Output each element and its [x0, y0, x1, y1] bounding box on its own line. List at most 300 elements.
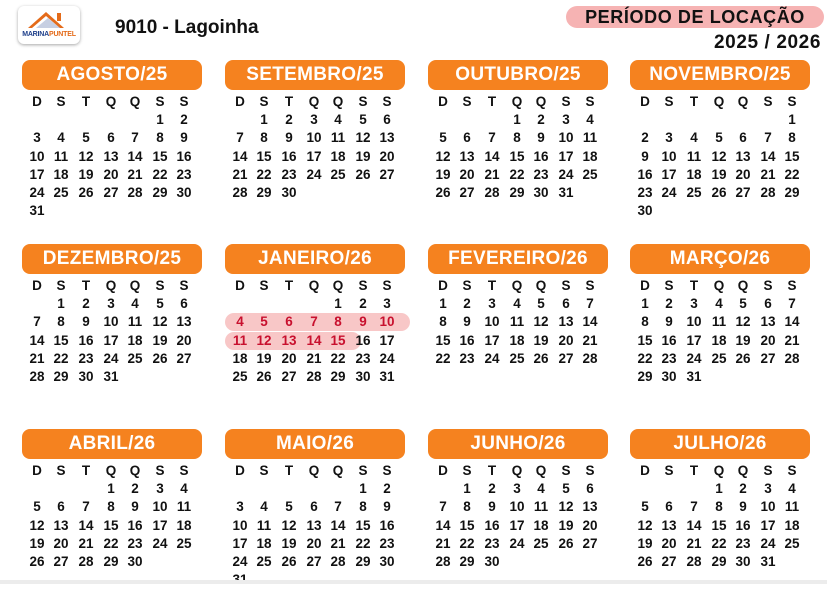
day-cell[interactable]: 26: [435, 185, 451, 200]
day-cell[interactable]: 15: [637, 332, 653, 348]
day-cell[interactable]: 7: [82, 499, 90, 515]
day-cell[interactable]: 30: [637, 203, 653, 219]
day-cell[interactable]: 30: [661, 369, 677, 384]
day-cell[interactable]: 5: [156, 296, 164, 312]
day-cell[interactable]: 8: [260, 130, 268, 146]
day-cell[interactable]: 6: [310, 499, 318, 515]
day-cell[interactable]: 18: [711, 332, 727, 348]
day-cell[interactable]: 7: [236, 130, 244, 146]
day-cell[interactable]: 22: [53, 350, 69, 366]
day-cell[interactable]: 29: [459, 554, 475, 569]
day-cell[interactable]: 2: [739, 481, 747, 497]
day-cell[interactable]: 2: [665, 296, 673, 312]
day-cell[interactable]: 5: [33, 499, 41, 515]
day-cell[interactable]: 21: [127, 166, 143, 182]
day-cell[interactable]: 16: [78, 332, 94, 348]
day-cell[interactable]: 17: [558, 148, 574, 164]
day-cell[interactable]: 27: [53, 554, 69, 569]
day-cell[interactable]: 9: [488, 499, 496, 515]
day-cell[interactable]: 17: [509, 517, 525, 533]
day-cell[interactable]: 6: [562, 296, 570, 312]
day-cell[interactable]: 1: [439, 296, 447, 312]
day-cell[interactable]: 15: [711, 517, 727, 533]
day-cell[interactable]: 30: [127, 554, 143, 569]
day-cell[interactable]: 24: [29, 185, 45, 200]
day-cell[interactable]: 3: [764, 481, 772, 497]
day-cell[interactable]: 21: [29, 350, 45, 366]
day-cell[interactable]: 25: [533, 535, 549, 551]
day-cell[interactable]: 3: [107, 296, 115, 312]
day-cell[interactable]: 8: [513, 130, 521, 146]
day-cell[interactable]: 4: [131, 296, 139, 312]
day-cell[interactable]: 22: [355, 535, 371, 551]
day-cell[interactable]: 25: [784, 535, 800, 551]
day-cell[interactable]: 26: [637, 554, 653, 569]
day-cell[interactable]: 19: [256, 350, 272, 366]
day-cell[interactable]: 19: [711, 166, 727, 182]
day-cell[interactable]: 28: [127, 185, 143, 200]
day-cell[interactable]: 23: [484, 535, 500, 551]
day-cell[interactable]: 3: [690, 296, 698, 312]
day-cell[interactable]: 11: [784, 499, 800, 515]
day-cell[interactable]: 19: [281, 535, 297, 551]
day-cell[interactable]: 9: [463, 314, 471, 330]
day-cell[interactable]: 24: [103, 350, 119, 366]
day-cell[interactable]: 25: [509, 350, 525, 366]
day-cell[interactable]: 20: [459, 166, 475, 182]
day-cell[interactable]: 14: [760, 148, 776, 164]
day-cell[interactable]: 6: [463, 130, 471, 146]
day-cell[interactable]: 18: [533, 517, 549, 533]
day-cell[interactable]: 21: [78, 535, 94, 551]
day-cell[interactable]: 1: [641, 296, 649, 312]
day-cell[interactable]: 4: [334, 112, 342, 128]
day-cell[interactable]: 31: [29, 203, 45, 219]
day-cell[interactable]: 9: [641, 148, 649, 164]
day-cell[interactable]: 13: [176, 314, 192, 330]
day-cell[interactable]: 19: [355, 148, 371, 164]
day-cell-selected[interactable]: 10: [379, 314, 395, 330]
day-cell[interactable]: 14: [484, 148, 500, 164]
day-cell[interactable]: 13: [735, 148, 751, 164]
day-cell[interactable]: 16: [637, 166, 653, 182]
day-cell-selected[interactable]: 9: [359, 314, 367, 330]
day-cell[interactable]: 17: [484, 332, 500, 348]
day-cell[interactable]: 14: [29, 332, 45, 348]
day-cell[interactable]: 12: [558, 499, 574, 515]
day-cell[interactable]: 21: [435, 535, 451, 551]
day-cell[interactable]: 29: [711, 554, 727, 569]
day-cell[interactable]: 6: [764, 296, 772, 312]
day-cell[interactable]: 28: [78, 554, 94, 569]
day-cell[interactable]: 21: [232, 166, 248, 182]
day-cell[interactable]: 17: [306, 148, 322, 164]
day-cell[interactable]: 18: [686, 166, 702, 182]
day-cell[interactable]: 11: [330, 130, 346, 146]
day-cell[interactable]: 16: [127, 517, 143, 533]
day-cell[interactable]: 17: [760, 517, 776, 533]
day-cell[interactable]: 3: [156, 481, 164, 497]
day-cell[interactable]: 28: [435, 554, 451, 569]
day-cell[interactable]: 18: [582, 148, 598, 164]
day-cell[interactable]: 27: [176, 350, 192, 366]
day-cell[interactable]: 14: [582, 314, 598, 330]
day-cell[interactable]: 15: [784, 148, 800, 164]
day-cell[interactable]: 20: [53, 535, 69, 551]
day-cell[interactable]: 2: [285, 112, 293, 128]
day-cell[interactable]: 16: [355, 332, 371, 348]
day-cell[interactable]: 28: [232, 185, 248, 200]
day-cell[interactable]: 15: [53, 332, 69, 348]
day-cell[interactable]: 11: [711, 314, 727, 330]
day-cell[interactable]: 30: [735, 554, 751, 569]
day-cell[interactable]: 14: [78, 517, 94, 533]
day-cell[interactable]: 12: [78, 148, 94, 164]
day-cell[interactable]: 6: [180, 296, 188, 312]
day-cell[interactable]: 24: [306, 166, 322, 182]
day-cell[interactable]: 22: [459, 535, 475, 551]
day-cell[interactable]: 4: [690, 130, 698, 146]
day-cell[interactable]: 16: [484, 517, 500, 533]
day-cell[interactable]: 6: [665, 499, 673, 515]
day-cell[interactable]: 14: [232, 148, 248, 164]
day-cell[interactable]: 19: [29, 535, 45, 551]
day-cell[interactable]: 13: [661, 517, 677, 533]
day-cell[interactable]: 18: [53, 166, 69, 182]
day-cell[interactable]: 27: [735, 185, 751, 200]
day-cell[interactable]: 1: [57, 296, 65, 312]
day-cell[interactable]: 27: [582, 535, 598, 551]
day-cell[interactable]: 21: [484, 166, 500, 182]
day-cell[interactable]: 24: [686, 350, 702, 366]
day-cell[interactable]: 31: [686, 369, 702, 384]
day-cell[interactable]: 25: [232, 369, 248, 384]
day-cell[interactable]: 2: [131, 481, 139, 497]
day-cell[interactable]: 28: [306, 369, 322, 384]
day-cell[interactable]: 23: [176, 166, 192, 182]
day-cell[interactable]: 24: [760, 535, 776, 551]
day-cell[interactable]: 14: [435, 517, 451, 533]
day-cell[interactable]: 5: [537, 296, 545, 312]
day-cell[interactable]: 9: [82, 314, 90, 330]
day-cell[interactable]: 11: [582, 130, 598, 146]
day-cell[interactable]: 15: [152, 148, 168, 164]
day-cell[interactable]: 11: [53, 148, 69, 164]
day-cell[interactable]: 7: [439, 499, 447, 515]
day-cell[interactable]: 26: [355, 166, 371, 182]
day-cell[interactable]: 27: [459, 185, 475, 200]
day-cell[interactable]: 22: [330, 350, 346, 366]
day-cell[interactable]: 17: [379, 332, 395, 348]
day-cell[interactable]: 15: [355, 517, 371, 533]
day-cell[interactable]: 3: [33, 130, 41, 146]
day-cell[interactable]: 18: [176, 517, 192, 533]
day-cell[interactable]: 16: [176, 148, 192, 164]
day-cell[interactable]: 8: [641, 314, 649, 330]
day-cell[interactable]: 1: [359, 481, 367, 497]
day-cell[interactable]: 18: [784, 517, 800, 533]
day-cell[interactable]: 23: [637, 185, 653, 200]
day-cell-selected[interactable]: 14: [306, 332, 322, 348]
day-cell[interactable]: 24: [558, 166, 574, 182]
day-cell[interactable]: 30: [355, 369, 371, 384]
day-cell[interactable]: 28: [760, 185, 776, 200]
day-cell[interactable]: 21: [582, 332, 598, 348]
day-cell[interactable]: 13: [53, 517, 69, 533]
day-cell[interactable]: 8: [463, 499, 471, 515]
day-cell[interactable]: 20: [582, 517, 598, 533]
day-cell[interactable]: 13: [103, 148, 119, 164]
day-cell[interactable]: 2: [641, 130, 649, 146]
day-cell[interactable]: 13: [558, 314, 574, 330]
day-cell[interactable]: 8: [57, 314, 65, 330]
day-cell[interactable]: 20: [176, 332, 192, 348]
day-cell[interactable]: 20: [735, 166, 751, 182]
day-cell[interactable]: 11: [533, 499, 549, 515]
day-cell[interactable]: 10: [509, 499, 525, 515]
day-cell[interactable]: 29: [152, 185, 168, 200]
day-cell[interactable]: 18: [330, 148, 346, 164]
day-cell[interactable]: 24: [152, 535, 168, 551]
day-cell[interactable]: 1: [513, 112, 521, 128]
day-cell[interactable]: 28: [582, 350, 598, 366]
day-cell[interactable]: 16: [459, 332, 475, 348]
day-cell[interactable]: 20: [661, 535, 677, 551]
day-cell[interactable]: 10: [152, 499, 168, 515]
day-cell[interactable]: 17: [686, 332, 702, 348]
day-cell[interactable]: 3: [665, 130, 673, 146]
day-cell[interactable]: 7: [33, 314, 41, 330]
day-cell[interactable]: 13: [459, 148, 475, 164]
day-cell[interactable]: 25: [330, 166, 346, 182]
day-cell[interactable]: 15: [435, 332, 451, 348]
day-cell[interactable]: 19: [735, 332, 751, 348]
day-cell[interactable]: 10: [661, 148, 677, 164]
day-cell[interactable]: 4: [260, 499, 268, 515]
day-cell[interactable]: 9: [285, 130, 293, 146]
day-cell[interactable]: 10: [29, 148, 45, 164]
day-cell[interactable]: 26: [78, 185, 94, 200]
day-cell[interactable]: 16: [661, 332, 677, 348]
day-cell[interactable]: 26: [558, 535, 574, 551]
day-cell[interactable]: 5: [359, 112, 367, 128]
day-cell[interactable]: 18: [509, 332, 525, 348]
day-cell[interactable]: 7: [334, 499, 342, 515]
day-cell[interactable]: 30: [484, 554, 500, 569]
day-cell[interactable]: 6: [586, 481, 594, 497]
day-cell-selected[interactable]: 12: [256, 332, 272, 348]
day-cell[interactable]: 25: [711, 350, 727, 366]
day-cell[interactable]: 31: [760, 554, 776, 569]
day-cell[interactable]: 25: [176, 535, 192, 551]
day-cell[interactable]: 29: [355, 554, 371, 569]
day-cell[interactable]: 1: [463, 481, 471, 497]
day-cell[interactable]: 27: [379, 166, 395, 182]
day-cell[interactable]: 3: [310, 112, 318, 128]
day-cell[interactable]: 31: [103, 369, 119, 384]
day-cell[interactable]: 18: [127, 332, 143, 348]
day-cell[interactable]: 12: [637, 517, 653, 533]
day-cell[interactable]: 19: [637, 535, 653, 551]
day-cell[interactable]: 29: [509, 185, 525, 200]
day-cell[interactable]: 29: [330, 369, 346, 384]
day-cell-selected[interactable]: 4: [236, 314, 244, 330]
day-cell[interactable]: 18: [232, 350, 248, 366]
day-cell[interactable]: 13: [760, 314, 776, 330]
day-cell[interactable]: 20: [760, 332, 776, 348]
day-cell[interactable]: 8: [156, 130, 164, 146]
day-cell[interactable]: 24: [232, 554, 248, 569]
day-cell[interactable]: 29: [784, 185, 800, 200]
day-cell[interactable]: 7: [690, 499, 698, 515]
day-cell[interactable]: 2: [488, 481, 496, 497]
day-cell[interactable]: 25: [582, 166, 598, 182]
day-cell[interactable]: 7: [586, 296, 594, 312]
day-cell[interactable]: 11: [686, 148, 702, 164]
day-cell[interactable]: 17: [29, 166, 45, 182]
day-cell[interactable]: 12: [533, 314, 549, 330]
day-cell[interactable]: 3: [236, 499, 244, 515]
day-cell[interactable]: 2: [180, 112, 188, 128]
day-cell[interactable]: 13: [379, 130, 395, 146]
day-cell[interactable]: 22: [103, 535, 119, 551]
day-cell[interactable]: 26: [281, 554, 297, 569]
day-cell[interactable]: 24: [484, 350, 500, 366]
day-cell[interactable]: 30: [379, 554, 395, 569]
day-cell[interactable]: 31: [379, 369, 395, 384]
day-cell[interactable]: 6: [739, 130, 747, 146]
day-cell[interactable]: 15: [459, 517, 475, 533]
day-cell[interactable]: 4: [715, 296, 723, 312]
day-cell[interactable]: 9: [383, 499, 391, 515]
day-cell[interactable]: 4: [180, 481, 188, 497]
day-cell[interactable]: 1: [260, 112, 268, 128]
day-cell[interactable]: 20: [281, 350, 297, 366]
day-cell-selected[interactable]: 7: [310, 314, 318, 330]
day-cell[interactable]: 23: [355, 350, 371, 366]
day-cell[interactable]: 1: [715, 481, 723, 497]
day-cell[interactable]: 9: [739, 499, 747, 515]
day-cell[interactable]: 16: [281, 148, 297, 164]
day-cell[interactable]: 17: [661, 166, 677, 182]
day-cell[interactable]: 25: [53, 185, 69, 200]
day-cell[interactable]: 6: [107, 130, 115, 146]
day-cell[interactable]: 16: [735, 517, 751, 533]
day-cell[interactable]: 9: [537, 130, 545, 146]
day-cell[interactable]: 10: [232, 517, 248, 533]
day-cell[interactable]: 4: [513, 296, 521, 312]
day-cell[interactable]: 28: [330, 554, 346, 569]
day-cell[interactable]: 19: [78, 166, 94, 182]
day-cell[interactable]: 27: [661, 554, 677, 569]
day-cell[interactable]: 14: [784, 314, 800, 330]
day-cell[interactable]: 23: [735, 535, 751, 551]
day-cell[interactable]: 12: [735, 314, 751, 330]
day-cell[interactable]: 3: [562, 112, 570, 128]
day-cell[interactable]: 11: [127, 314, 143, 330]
day-cell[interactable]: 26: [533, 350, 549, 366]
day-cell[interactable]: 2: [463, 296, 471, 312]
day-cell[interactable]: 23: [459, 350, 475, 366]
day-cell[interactable]: 28: [784, 350, 800, 366]
day-cell-selected[interactable]: 13: [281, 332, 297, 348]
day-cell[interactable]: 8: [439, 314, 447, 330]
day-cell[interactable]: 19: [558, 517, 574, 533]
day-cell[interactable]: 14: [330, 517, 346, 533]
day-cell[interactable]: 5: [285, 499, 293, 515]
day-cell[interactable]: 26: [735, 350, 751, 366]
day-cell-selected[interactable]: 5: [260, 314, 268, 330]
day-cell[interactable]: 23: [127, 535, 143, 551]
day-cell[interactable]: 11: [256, 517, 272, 533]
day-cell[interactable]: 9: [665, 314, 673, 330]
day-cell[interactable]: 15: [256, 148, 272, 164]
day-cell[interactable]: 12: [355, 130, 371, 146]
day-cell[interactable]: 25: [127, 350, 143, 366]
day-cell[interactable]: 22: [152, 166, 168, 182]
day-cell[interactable]: 7: [788, 296, 796, 312]
day-cell[interactable]: 1: [156, 112, 164, 128]
day-cell[interactable]: 17: [152, 517, 168, 533]
day-cell[interactable]: 7: [131, 130, 139, 146]
day-cell[interactable]: 20: [103, 166, 119, 182]
day-cell[interactable]: 19: [533, 332, 549, 348]
day-cell[interactable]: 27: [558, 350, 574, 366]
day-cell[interactable]: 27: [103, 185, 119, 200]
day-cell[interactable]: 22: [435, 350, 451, 366]
day-cell[interactable]: 7: [488, 130, 496, 146]
day-cell[interactable]: 12: [281, 517, 297, 533]
day-cell[interactable]: 18: [256, 535, 272, 551]
day-cell[interactable]: 1: [334, 296, 342, 312]
day-cell[interactable]: 11: [509, 314, 525, 330]
day-cell[interactable]: 10: [103, 314, 119, 330]
day-cell[interactable]: 6: [383, 112, 391, 128]
day-cell[interactable]: 27: [306, 554, 322, 569]
day-cell[interactable]: 8: [107, 499, 115, 515]
day-cell[interactable]: 23: [78, 350, 94, 366]
day-cell[interactable]: 16: [533, 148, 549, 164]
day-cell[interactable]: 2: [537, 112, 545, 128]
day-cell[interactable]: 30: [281, 185, 297, 200]
day-cell[interactable]: 4: [537, 481, 545, 497]
day-cell[interactable]: 22: [711, 535, 727, 551]
day-cell[interactable]: 6: [57, 499, 65, 515]
day-cell[interactable]: 27: [760, 350, 776, 366]
day-cell[interactable]: 4: [57, 130, 65, 146]
day-cell[interactable]: 19: [435, 166, 451, 182]
day-cell[interactable]: 30: [176, 185, 192, 200]
day-cell[interactable]: 5: [439, 130, 447, 146]
day-cell-selected[interactable]: 11: [232, 332, 248, 348]
day-cell[interactable]: 3: [383, 296, 391, 312]
day-cell[interactable]: 29: [637, 369, 653, 384]
day-cell[interactable]: 29: [53, 369, 69, 384]
day-cell[interactable]: 26: [256, 369, 272, 384]
day-cell[interactable]: 21: [330, 535, 346, 551]
day-cell-selected[interactable]: 8: [334, 314, 342, 330]
day-cell[interactable]: 24: [509, 535, 525, 551]
day-cell[interactable]: 22: [784, 166, 800, 182]
day-cell[interactable]: 21: [760, 166, 776, 182]
day-cell[interactable]: 2: [383, 481, 391, 497]
day-cell[interactable]: 24: [379, 350, 395, 366]
day-cell[interactable]: 15: [103, 517, 119, 533]
day-cell[interactable]: 29: [103, 554, 119, 569]
day-cell[interactable]: 28: [686, 554, 702, 569]
day-cell[interactable]: 15: [509, 148, 525, 164]
day-cell[interactable]: 22: [509, 166, 525, 182]
